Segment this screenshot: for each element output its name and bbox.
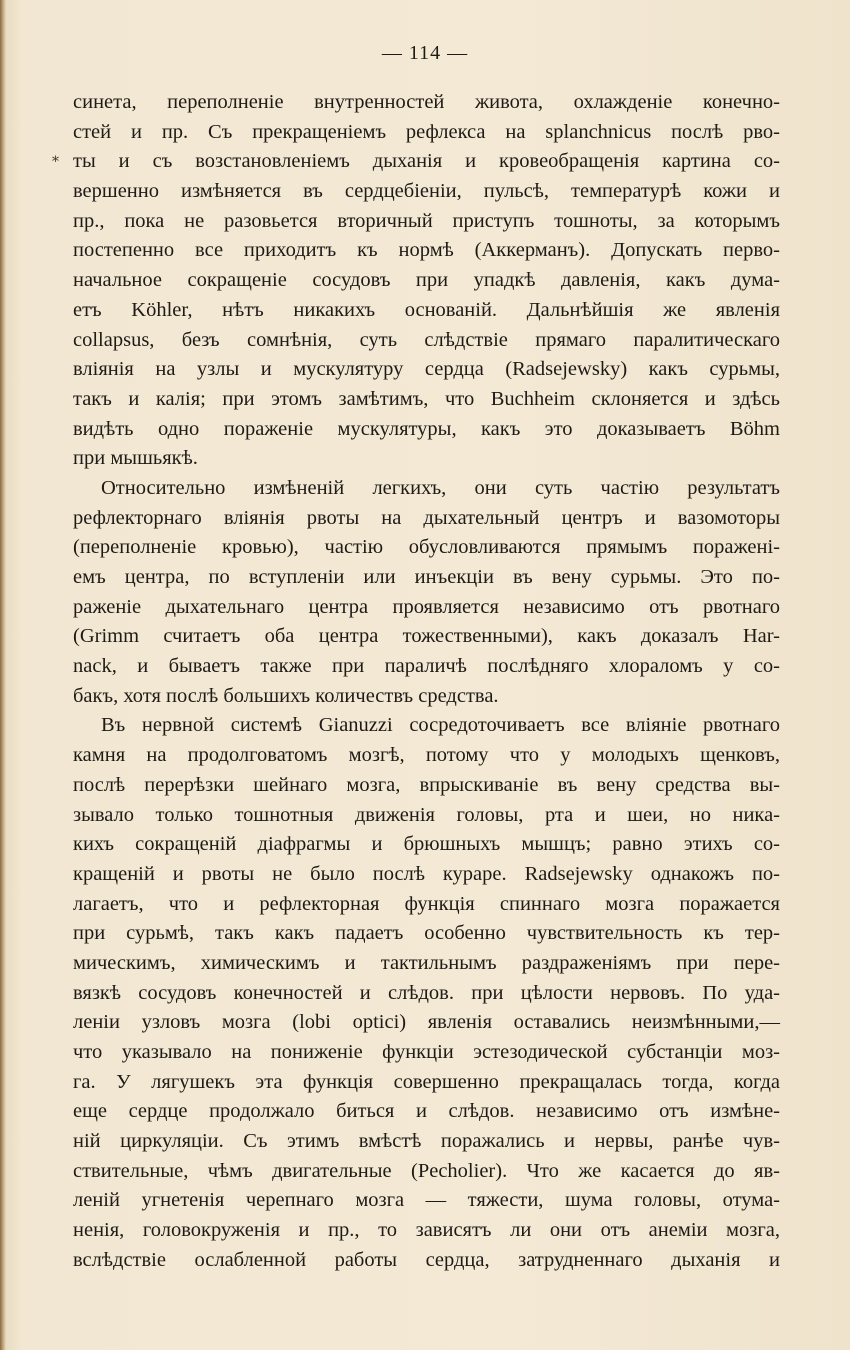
text-line: кращеній и рвоты не было послѣ кураре. Radsejewsky однакожъ по- <box>73 862 780 885</box>
text-line: ненія, головокруженія и пр., то зависятъ ли они отъ анеміи мозга, <box>73 1219 780 1242</box>
text-line: вліянія на узлы и мускулятуру сердца (Radsejewsky) какъ сурьмы, <box>73 358 780 381</box>
text-line: лагаетъ, что и рефлекторная функція спиннаго мозга поражается <box>73 892 780 915</box>
text-line: nack, и бываетъ также при параличѣ послѣдняго хлораломъ у со- <box>73 655 780 678</box>
text-line: раженіе дыхательнаго центра проявляется независимо отъ рвотнаго <box>73 595 780 618</box>
text-line: леніи узловъ мозга (lobi optici) явленія оставались неизмѣнными,— <box>73 1011 780 1034</box>
body-text <box>73 88 780 1276</box>
text-line: (переполненіе кровью), частію обусловливаются прямымъ пораженi- <box>73 536 780 559</box>
text-line: Въ нервной системѣ Gianuzzi сосредоточиваетъ все вліяніе рвотнаго <box>101 714 780 737</box>
text-line: (Grimm считаетъ оба центра тожественными), какъ доказалъ Har- <box>73 625 780 648</box>
text-line: емъ центра, по вступленіи или инъекціи въ вену сурьмы. Это по- <box>73 566 780 588</box>
text-line: Относительно измѣненій легкихъ, они суть частію результатъ <box>101 476 780 499</box>
text-line: га. У лягушекъ эта функція совершенно прекращалась тогда, когда <box>73 1070 780 1093</box>
text-line: такъ и калія; при этомъ замѣтимъ, что Buchheim склоняется и здѣсь <box>73 387 780 410</box>
text-line: бакъ, хотя послѣ большихъ количествъ средства. <box>73 684 499 707</box>
text-line: синета, переполненіе внутренностей живота, охлажденіе конечно- <box>73 91 780 113</box>
text-line: леній угнетенія черепнаго мозга — тяжести, шума головы, отума- <box>73 1189 780 1212</box>
margin-mark: * <box>52 154 59 170</box>
text-line: постепенно все приходитъ къ нормѣ (Аккерманъ). Допускать перво- <box>73 239 780 262</box>
text-line: вязкѣ сосудовъ конечностей и слѣдов. при цѣлости нервовъ. По уда- <box>73 981 780 1004</box>
text-line: что указывало на пониженіе функціи эстезодической субстанціи моз- <box>73 1041 780 1063</box>
text-line: стей и пр. Съ прекращеніемъ рефлекса на splanchnicus послѣ рво- <box>73 120 780 143</box>
text-line: при сурьмѣ, такъ какъ падаетъ особенно чувствительность къ тер- <box>73 922 780 945</box>
page-binding-edge <box>0 0 6 1350</box>
text-line: етъ Köhler, нѣтъ никакихъ основаній. Дальнѣйшія же явленія <box>73 298 780 321</box>
text-line: еще сердце продолжало биться и слѣдов. независимо отъ измѣне- <box>73 1100 780 1123</box>
page-number: — 114 — <box>381 42 469 64</box>
text-line: вершенно измѣняется въ сердцебіеніи, пульсѣ, температурѣ кожи и <box>73 180 780 203</box>
text-line: камня на продолговатомъ мозгѣ, потому что у молодыхъ щенковъ, <box>73 744 780 767</box>
text-line: ты и съ возстановленіемъ дыханія и кровеобращенія картина со- <box>73 150 780 173</box>
text-line: пр., пока не разовьется вторичный приступъ тошноты, за которымъ <box>73 209 780 232</box>
text-line: collapsus, безъ сомнѣнія, суть слѣдствіе прямаго паралитическаго <box>73 328 780 351</box>
text-line: ній циркуляціи. Съ этимъ вмѣстѣ поражались и нервы, ранѣе чув- <box>73 1130 780 1153</box>
text-line: при мышьякѣ. <box>73 447 198 470</box>
text-line: видѣть одно пораженіе мускулятуры, какъ это доказываетъ Böhm <box>73 417 780 440</box>
text-line: послѣ перерѣзки шейнаго мозга, впрыскиваніе въ вену средства вы- <box>73 773 780 796</box>
text-line: мическимъ, химическимъ и тактильнымъ раздраженіямъ при пере- <box>73 951 780 974</box>
text-line: зывало только тошнотныя движенія головы, рта и шеи, но ника- <box>73 803 780 826</box>
text-line: ствительные, чѣмъ двигательные (Pecholier). Что же касается до яв- <box>73 1159 780 1182</box>
text-line: кихъ сокращеній діафрагмы и брюшныхъ мышцъ; равно этихъ со- <box>73 833 780 856</box>
text-line: рефлекторнаго вліянія рвоты на дыхательный центръ и вазомоторы <box>73 506 780 529</box>
text-line: вслѣдствіе ослабленной работы сердца, затрудненнаго дыханія и <box>73 1248 780 1271</box>
text-line: начальное сокращеніе сосудовъ при упадкѣ давленія, какъ дума- <box>73 269 780 292</box>
